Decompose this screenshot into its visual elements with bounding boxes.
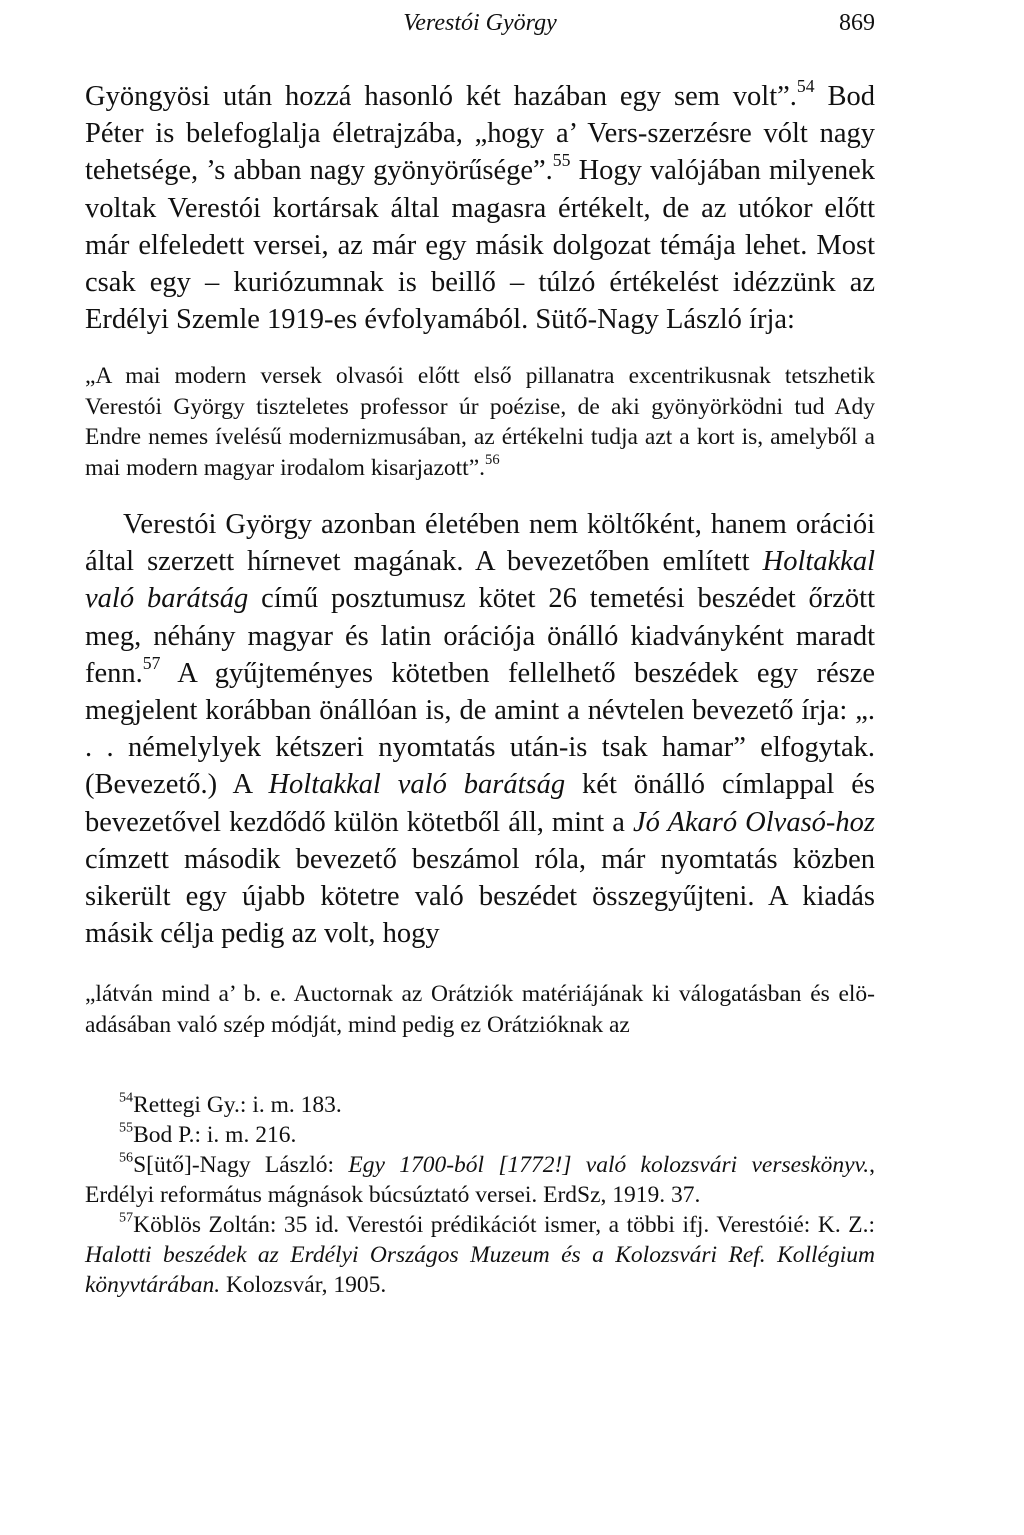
footnote-text: S[ütő]-Nagy László: bbox=[133, 1152, 349, 1179]
block-quote-2 bbox=[85, 979, 875, 1040]
book-title: Holtakkal való barátság bbox=[268, 769, 566, 801]
body-paragraph-1 bbox=[85, 75, 876, 338]
footnote-55 bbox=[85, 1120, 875, 1150]
footnote-ref-57: 57 bbox=[142, 652, 161, 673]
paragraph-text: című posztumusz kötet 26 temetési beszédet őrzött meg, néhány magyar és latin orációja önálló kiadványként maradt fenn. bbox=[85, 583, 875, 689]
cited-title: Egy 1700-ból [1772!] való kolozsvári verseskönyv. bbox=[348, 1152, 870, 1179]
paragraph-text: Bod Péter is belefoglalja életrajzába, „hogy a’ Vers-szerzésre vólt nagy tehetsége, ’s abban nagy gyönyörűsége”. bbox=[85, 81, 876, 187]
footnote-number: 55 bbox=[119, 1119, 134, 1136]
paragraph-text: Verestói György azonban életében nem költőként, hanem orációi által szerzett hírnevet magának. A bevezetőben említett bbox=[85, 509, 875, 578]
page-number: 869 bbox=[839, 10, 875, 36]
footnote-ref-55: 55 bbox=[552, 150, 571, 171]
page-header bbox=[85, 8, 875, 38]
footnote-text: Kolozsvár, 1905. bbox=[220, 1272, 387, 1299]
quote-text: „látván mind a’ b. e. Auctornak az Orátziók matériájának ki válogatásban és elö-adásában való szép módját, mind pedig ez Orátzióknak az bbox=[85, 981, 875, 1038]
footnote-54 bbox=[85, 1090, 875, 1120]
footnote-56 bbox=[85, 1150, 875, 1210]
footnote-text: Köblös Zoltán: 35 id. Verestói prédikációt ismer, a többi ifj. Verestóié: K. Z.: bbox=[133, 1212, 875, 1239]
paragraph-text: két önálló címlappal és bevezetővel kezdődő külön kötetből áll, mint a bbox=[85, 769, 875, 838]
paragraph-text: A gyűjteményes kötetben fellelhető beszédek egy része megjelent korábban önállóan is, de amint a névtelen bevezető írja: „. . . némelylyek kétszeri nyomtatás után-is tsak hamar” elfogytak. (Bevezető.) A bbox=[85, 657, 875, 801]
paragraph-text: Gyöngyösi után hozzá hasonló két hazában egy sem volt”. bbox=[85, 81, 797, 112]
footnote-57 bbox=[85, 1210, 875, 1300]
footnote-number: 56 bbox=[119, 1149, 134, 1166]
footnote-text: Bod P.: i. m. 216. bbox=[133, 1122, 297, 1149]
running-title: Verestói György bbox=[403, 10, 557, 36]
body-paragraph-2 bbox=[85, 506, 875, 952]
cited-title: Halotti beszédek az Erdélyi Országos Muzeum és a Kolozsvári Ref. Kollégium könyvtárában. bbox=[85, 1242, 875, 1299]
page-body bbox=[85, 75, 876, 1300]
footnote-text: Rettegi Gy.: i. m. 183. bbox=[133, 1092, 342, 1119]
preface-title: Jó Akaró Olvasó-hoz bbox=[632, 806, 875, 838]
footnote-number: 54 bbox=[119, 1089, 134, 1106]
footnote-text: , Erdélyi református mágnások búcsúztató versei. ErdSz, 1919. 37. bbox=[85, 1152, 875, 1209]
book-title: Holtakkal való barátság bbox=[85, 546, 875, 615]
footnote-ref-54: 54 bbox=[796, 75, 815, 96]
footnotes bbox=[85, 1090, 875, 1300]
footnote-ref-56: 56 bbox=[485, 451, 500, 468]
quote-text: „A mai modern versek olvasói előtt első pillanatra excentrikusnak tetszhetik Verestói György tiszteletes professor úr poézise, de aki gyönyörködni tud Ady Endre nemes ívelésű modernizmusában, az értékelni tudja azt a kort is, amelyből a mai modern magyar irodalom kisarjazott”. bbox=[85, 363, 875, 481]
block-quote-1 bbox=[85, 361, 875, 483]
footnote-number: 57 bbox=[119, 1209, 134, 1226]
paragraph-text: Hogy valójában milyenek voltak Verestói kortársak által magasra értékelt, de az utókor előtt már elfeledett versei, az már egy másik dolgozat témája lehet. Most csak egy – kuriózumnak is beillő – túlzó értékelést idézzünk az Erdélyi Szemle 1919-es évfolyamából. Sütő-Nagy László írja: bbox=[85, 155, 876, 336]
paragraph-text: címzett második bevezető beszámol róla, már nyomtatás közben sikerült egy újabb kötetre való beszédet összegyűjteni. A kiadás másik célja pedig az volt, hogy bbox=[85, 843, 875, 950]
